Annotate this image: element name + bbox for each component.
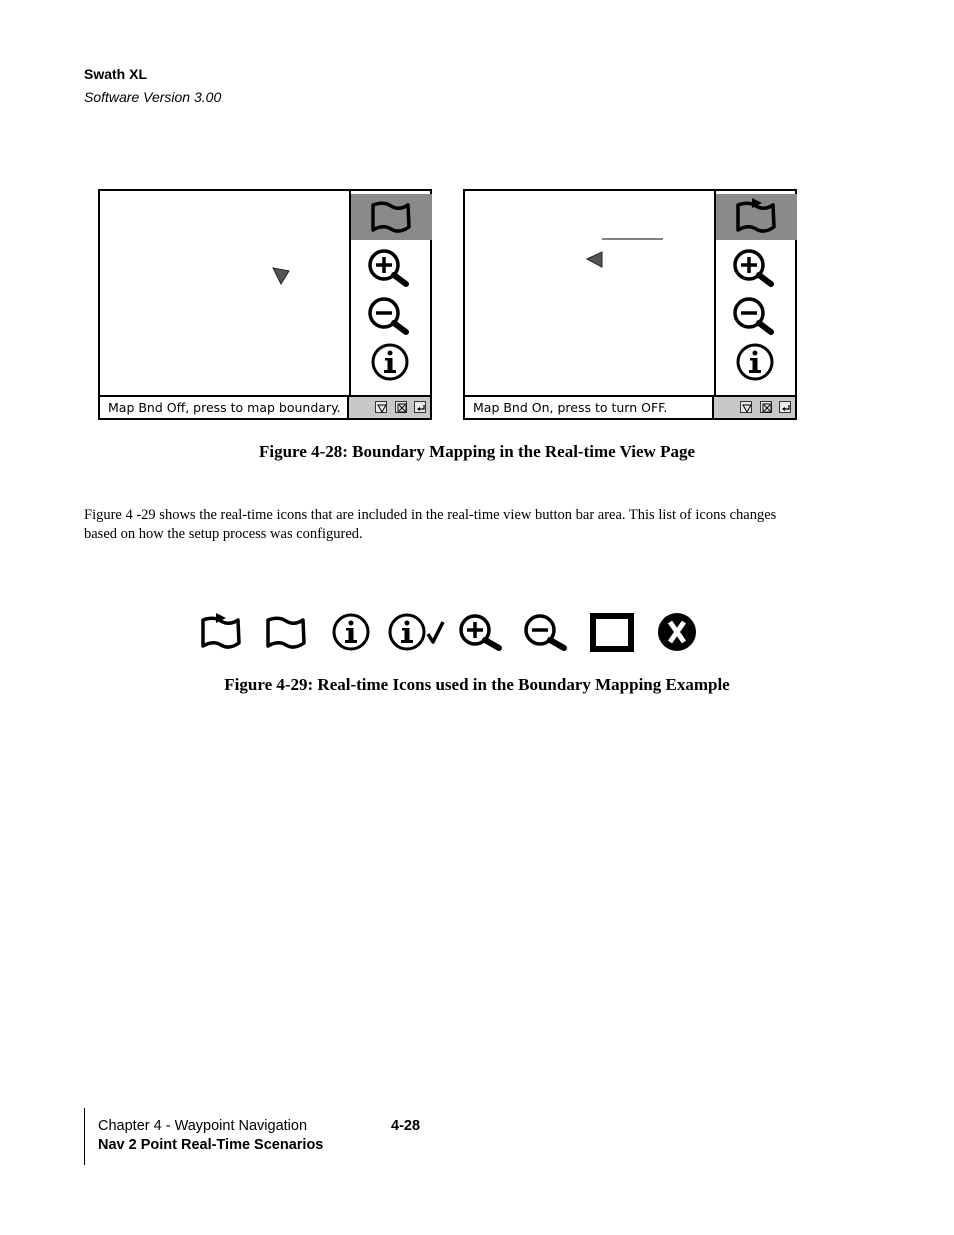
document-title: Swath XL — [84, 66, 148, 82]
cancel-key[interactable] — [395, 401, 407, 413]
boundary-active-icon — [198, 610, 244, 654]
soft-keys — [714, 397, 795, 418]
info-icon — [330, 610, 374, 654]
square-icon — [589, 610, 635, 654]
figure-4-28-caption: Figure 4-28: Boundary Mapping in the Real-time View Page — [259, 442, 695, 461]
cancel-icon — [761, 402, 773, 414]
figure-4-29-caption: Figure 4-29: Real-time Icons used in the Boundary Mapping Example — [224, 675, 730, 694]
zoom-out-icon — [716, 290, 797, 336]
down-key[interactable] — [375, 401, 387, 413]
zoom-out-icon — [351, 290, 432, 336]
map-boundary-button[interactable] — [351, 194, 432, 240]
zoom-in-icon — [457, 610, 507, 654]
zoom-in-icon — [716, 242, 797, 288]
zoom-out-icon — [522, 610, 572, 654]
software-version: Software Version 3.00 — [84, 89, 222, 105]
status-bar — [465, 395, 795, 418]
enter-key[interactable] — [414, 401, 426, 413]
enter-icon — [780, 402, 792, 414]
down-arrow-icon — [376, 402, 388, 414]
realtime-view-screen-on — [463, 189, 797, 420]
status-message: Map Bnd On, press to turn OFF. — [465, 397, 714, 418]
vehicle-pointer-icon — [465, 191, 714, 395]
enter-key[interactable] — [779, 401, 791, 413]
boundary-icon — [351, 194, 432, 240]
map-boundary-button[interactable] — [716, 194, 797, 240]
down-arrow-icon — [741, 402, 753, 414]
info-icon — [351, 339, 432, 385]
cancel-key[interactable] — [760, 401, 772, 413]
cancel-icon — [396, 402, 408, 414]
realtime-view-screen-off — [98, 189, 432, 420]
zoom-in-button[interactable] — [716, 242, 797, 288]
close-x-icon — [655, 610, 701, 654]
footer-page-number: 4-28 — [391, 1118, 421, 1134]
vehicle-pointer-icon — [100, 191, 349, 395]
map-area — [465, 191, 714, 395]
zoom-in-icon — [351, 242, 432, 288]
footer-section: Nav 2 Point Real-Time Scenarios — [98, 1137, 324, 1153]
info-check-icon — [386, 610, 446, 654]
info-button[interactable] — [716, 339, 797, 385]
status-bar — [100, 395, 430, 418]
boundary-icon — [263, 610, 309, 654]
zoom-out-button[interactable] — [716, 290, 797, 336]
zoom-out-button[interactable] — [351, 290, 432, 336]
footer-chapter: Chapter 4 - Waypoint Navigation — [98, 1118, 308, 1134]
down-key[interactable] — [740, 401, 752, 413]
soft-keys — [349, 397, 430, 418]
enter-icon — [415, 402, 427, 414]
boundary-active-icon — [716, 194, 797, 240]
button-bar — [349, 191, 430, 395]
map-area — [100, 191, 349, 395]
zoom-in-button[interactable] — [351, 242, 432, 288]
body-paragraph: Figure 4 -29 shows the real-time icons that are included in the real-time view button bar area. This list of icons changes based on how the setup process was configured. — [84, 507, 777, 542]
info-button[interactable] — [351, 339, 432, 385]
info-icon — [716, 339, 797, 385]
footer-divider — [84, 1108, 85, 1165]
status-message: Map Bnd Off, press to map boundary. — [100, 397, 349, 418]
button-bar — [714, 191, 795, 395]
